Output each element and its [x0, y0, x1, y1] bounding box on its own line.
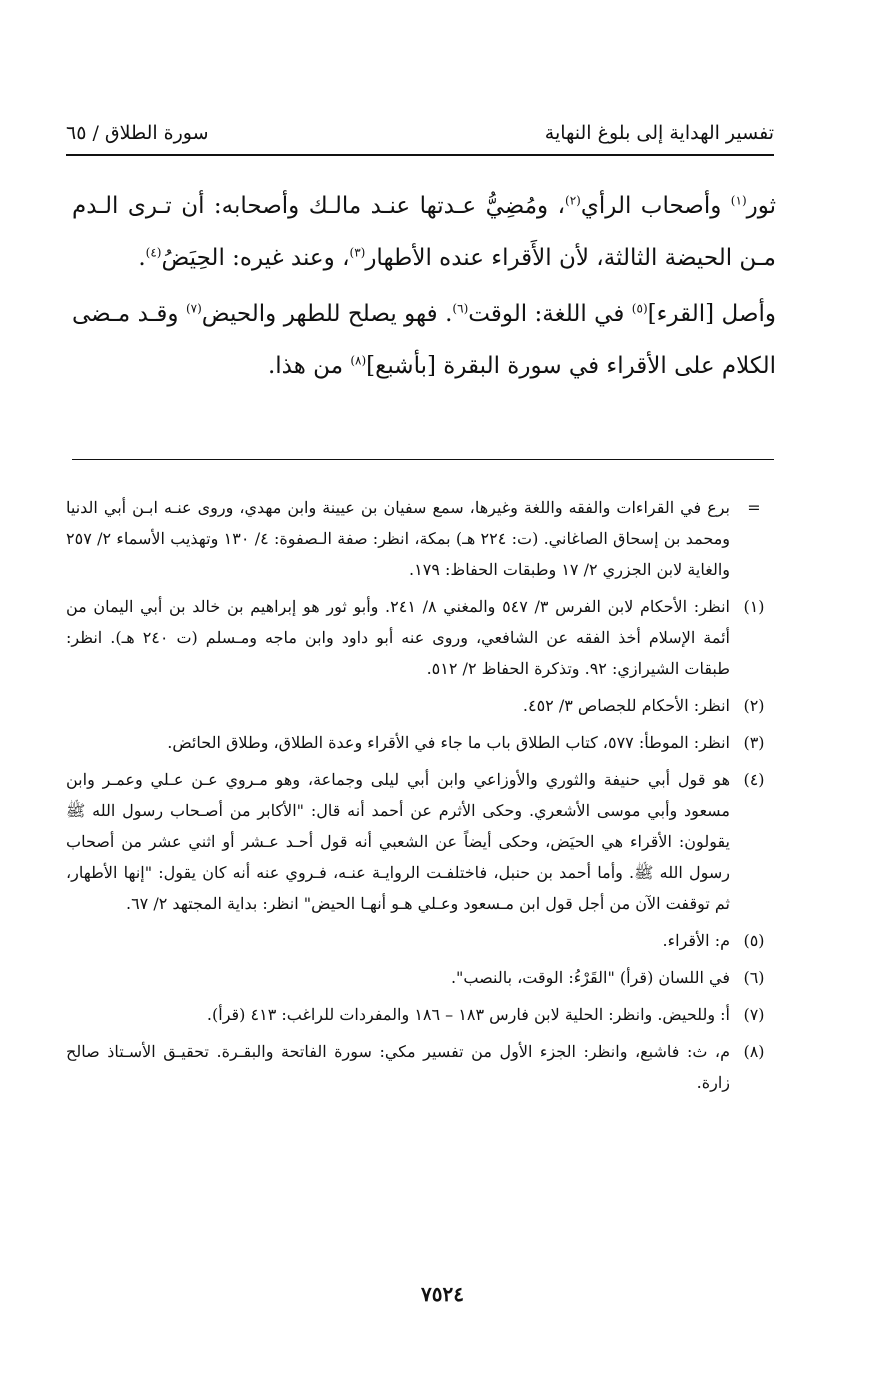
- footnote-text: انظر: الأحكام للجصاص ٣/ ٤٥٢.: [522, 696, 730, 715]
- footnote-item: [66, 727, 778, 758]
- text-run: . فهو يصلح للطهر والحيض: [201, 301, 453, 327]
- text-run: ، ومُضِيُّ عـدتها عنـد مالـك وأصحابه: أن تـرى الـدم مـن الحيضة الثالثة، لأن الأَقراء عنده الأطهار: [72, 193, 776, 271]
- text-run: ثور: [746, 193, 777, 219]
- footnote-ref-3: (٣): [349, 245, 366, 260]
- text-run: وأصل [القرء]: [647, 301, 776, 327]
- footnote-text: في اللسان (قرأ) "القَرْءُ: الوقت، بالنصب".: [450, 968, 730, 987]
- footnote-number: (٥): [743, 931, 765, 950]
- footnote-ref-8: (٨): [350, 353, 367, 368]
- running-header: [66, 116, 774, 150]
- footnote-divider: [72, 459, 774, 460]
- paragraph-2: [72, 288, 776, 392]
- footnote-item: [66, 591, 778, 684]
- text-run: من هذا.: [267, 353, 351, 379]
- surah-label: سورة الطلاق / ٦٥: [66, 122, 209, 144]
- footnote-ref-1: (١): [730, 193, 747, 208]
- text-run: .: [138, 245, 146, 271]
- footnote-ref-6: (٦): [452, 301, 469, 316]
- page-number: ٧٥٢٤: [421, 1282, 464, 1306]
- main-text: [72, 180, 776, 392]
- text-run: وأصحاب الرأي: [580, 193, 731, 219]
- footnote-number: (٢): [743, 696, 765, 715]
- footnote-text: م: الأقراء.: [662, 931, 730, 950]
- footnote-text: برع في القراءات والفقه واللغة وغيرها، سمع سفيان بن عيينة وابن مهدي، وروى عنـه ابـن أبي الدنيا ومحمد بن إسحاق الصاغاني. (ت: ٢٢٤ هـ) بمكة، انظر: صفة الـصفوة: ٤/ ١٣٠ وتهذيب الأسماء ٢/ ٢٥٧ والغاية لابن الجزري ٢/ ١٧ وطبقات الحفاظ: ١٧٩.: [66, 498, 730, 579]
- footnote-ref-5: (٥): [631, 301, 648, 316]
- footnote-item: [66, 925, 778, 956]
- text-run: في اللغة: الوقت: [468, 301, 632, 327]
- footnote-number: (٣): [743, 733, 765, 752]
- footnote-ref-2: (٢): [565, 193, 581, 208]
- footnote-text: انظر: الأحكام لابن الفرس ٣/ ٥٤٧ والمغني ٨/ ٢٤١. وأبو ثور هو إبراهيم بن خالد بن أبي اليمان من أئمة الإسلام أخذ الفقه عن الشافعي، وروى عنه أبو داود وابن ماجه ومـسلم (ت ٢٤٠ هـ). انظر: طبقات الشيرازي: ٩٢. وتذكرة الحفاظ ٢/ ٥١٢.: [66, 597, 730, 678]
- footnotes: [66, 492, 778, 1104]
- footnote-number: (٤): [743, 770, 765, 789]
- footnote-text: هو قول أبي حنيفة والثوري والأوزاعي وابن أبي ليلى وجماعة، وهو مـروي عـن عـلي وعمـر وابن مسعود وأبي موسى الأشعري. وحكى الأثرم عن أحمد أنه قال: "الأكابر من أصـحاب رسول الله ﷺ يقولون: الأقراء هي الحيَض، وحكى أيضاً عن الشعبي أنه قول أحـد عـشر أو اثني عشر من أصحاب رسول الله ﷺ. وأما أحمد بن حنبل، فاختلفـت الروايـة عنـه، فـروي عنه أنه كان يقول: "إنها الأطهار، ثم توقفت الآن من أجل قول ابن مـسعود وعـلي هـو أنهـا الحيض" انظر: بداية المجتهد ٢/ ٦٧.: [66, 770, 730, 913]
- footnote-ref-7: (٧): [185, 301, 202, 316]
- footnote-number: =: [747, 498, 761, 517]
- paragraph-1: [72, 180, 776, 284]
- footnote-number: (٧): [743, 1005, 765, 1024]
- footnote-item: [66, 1036, 778, 1098]
- footnote-ref-4: (٤): [145, 245, 162, 260]
- footnote-item: [66, 764, 778, 919]
- footnote-number: (٦): [743, 968, 765, 987]
- footnote-item: [66, 492, 778, 585]
- text-run: وقـد مـضى الكلام على الأقراء في سورة البقرة [بأشبع]: [72, 301, 776, 379]
- footnote-item: [66, 962, 778, 993]
- footnote-item: [66, 999, 778, 1030]
- footnote-number: (١): [743, 597, 765, 616]
- footnote-text: أ: وللحيض. وانظر: الحلية لابن فارس ١٨٣ – ١٨٦ والمفردات للراغب: ٤١٣ (قرأ).: [206, 1005, 730, 1024]
- book-title: تفسير الهداية إلى بلوغ النهاية: [544, 122, 774, 144]
- header-divider: [66, 154, 774, 156]
- footnote-item: [66, 690, 778, 721]
- footnote-text: انظر: الموطأ: ٥٧٧، كتاب الطلاق باب ما جاء في الأقراء وعدة الطلاق، وطلاق الحائض.: [167, 733, 730, 752]
- footnote-text: م، ث: فاشبع، وانظر: الجزء الأول من تفسير مكي: سورة الفاتحة والبقـرة. تحقيـق الأسـتاذ صالح زارة.: [66, 1042, 730, 1092]
- footnote-number: (٨): [743, 1042, 765, 1061]
- text-run: ، وعند غيره: الحِيَضُ: [161, 245, 350, 271]
